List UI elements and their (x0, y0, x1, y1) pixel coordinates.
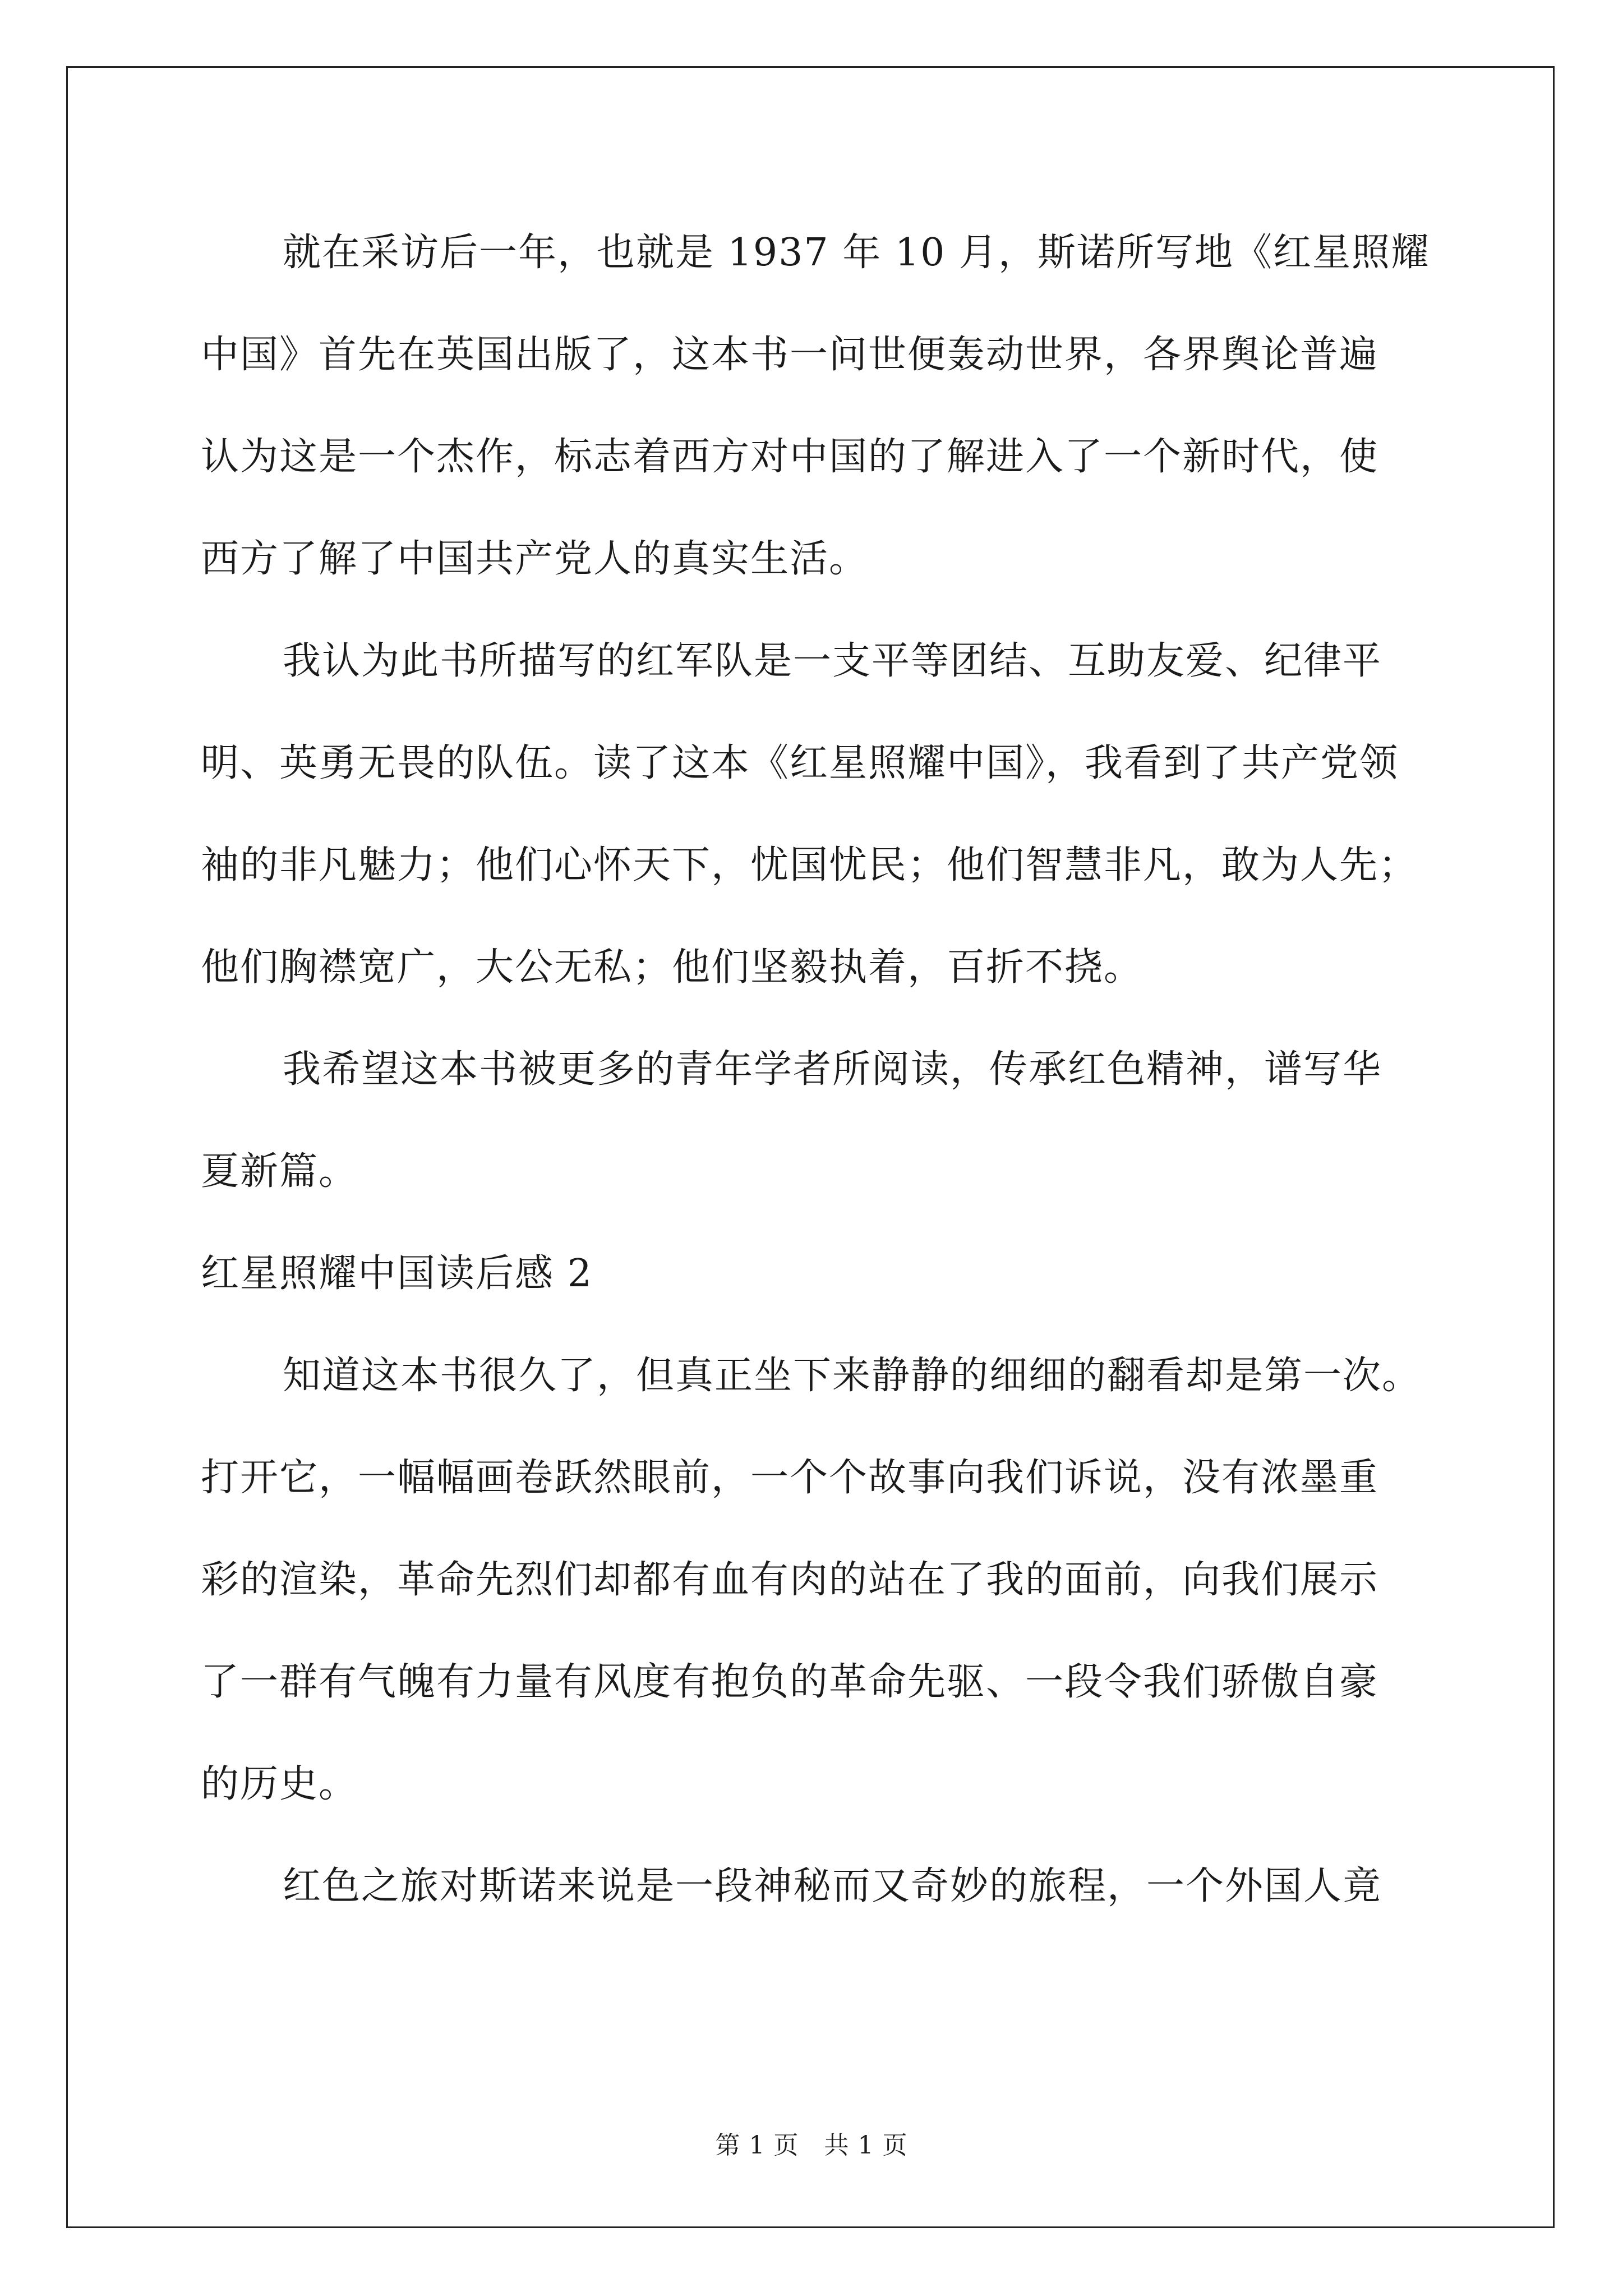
text-line: 中国》首先在英国出版了，这本书一问世便轰动世界，各界舆论普遍 (201, 333, 1379, 377)
text-line: 的历史。 (201, 1762, 358, 1806)
section-heading: 红星照耀中国读后感 2 (201, 1251, 593, 1296)
text-line: 他们胸襟宽广，大公无私；他们坚毅执着，百折不挠。 (201, 945, 1144, 990)
text-line: 明、英勇无畏的队伍。读了这本《红星照耀中国》，我看到了共产党领 (201, 741, 1399, 785)
text-line: 知道这本书很久了，但真正坐下来静静的细细的翻看却是第一次。 (283, 1354, 1422, 1398)
text-line: 打开它，一幅幅画卷跃然眼前，一个个故事向我们诉说，没有浓墨重 (201, 1456, 1379, 1500)
text-line: 认为这是一个杰作，标志着西方对中国的了解进入了一个新时代，使 (201, 435, 1379, 479)
text-line: 了一群有气魄有力量有风度有抱负的革命先驱、一段令我们骄傲自豪 (201, 1660, 1379, 1704)
text-line: 就在采访后一年，也就是 1937 年 10 月，斯诺所写地《红星照耀 (283, 231, 1431, 275)
text-line: 西方了解了中国共产党人的真实生活。 (201, 537, 869, 581)
text-line: 彩的渲染，革命先烈们却都有血有肉的站在了我的面前，向我们展示 (201, 1558, 1379, 1602)
text-line: 红色之旅对斯诺来说是一段神秘而又奇妙的旅程，一个外国人竟 (283, 1864, 1382, 1908)
text-line: 袖的非凡魅力；他们心怀天下，忧国忧民；他们智慧非凡，敢为人先； (201, 843, 1418, 887)
text-line: 夏新篇。 (201, 1149, 358, 1194)
text-line: 我希望这本书被更多的青年学者所阅读，传承红色精神，谱写华 (283, 1047, 1382, 1092)
document-body (201, 202, 1435, 1938)
text-line: 我认为此书所描写的红军队是一支平等团结、互助友爱、纪律平 (283, 639, 1382, 683)
page-footer: 第 1 页 共 1 页 (715, 2131, 908, 2160)
